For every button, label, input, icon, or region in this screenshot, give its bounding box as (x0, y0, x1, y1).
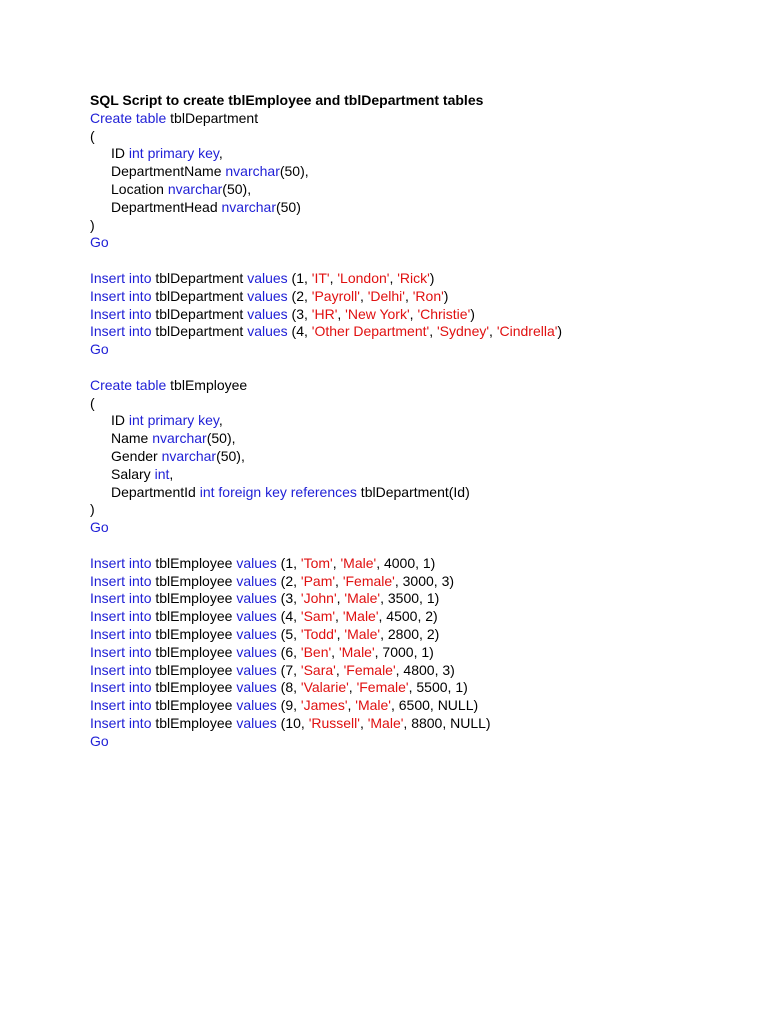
code-text: tblDepartment(Id) (356, 483, 470, 500)
sql-script-document (90, 92, 730, 750)
code-text: , (359, 287, 368, 304)
code-text: , 3500, 1) (380, 590, 440, 607)
code-text: ) (443, 287, 449, 304)
code-text: tblEmployee (151, 643, 237, 660)
code-line (90, 395, 730, 413)
code-text: DepartmentHead (111, 198, 222, 215)
code-text: , (331, 643, 339, 660)
code-text: DepartmentName (111, 163, 226, 180)
sql-keyword: int primary key (128, 145, 219, 162)
sql-keyword: nvarchar (167, 180, 223, 197)
code-text: (50), (216, 447, 245, 464)
code-text: , (337, 305, 346, 322)
sql-keyword: Insert into (90, 697, 152, 714)
code-text: (1, (287, 269, 312, 286)
sql-keyword: int foreign key references (199, 483, 357, 500)
code-text: , (389, 269, 398, 286)
sql-keyword: nvarchar (221, 198, 276, 215)
code-line (90, 145, 730, 163)
code-line (90, 608, 730, 626)
sql-keyword: nvarchar (152, 430, 207, 447)
code-text: (1, (276, 554, 301, 571)
string-literal: 'Sara' (300, 661, 336, 678)
sql-keyword: nvarchar (161, 447, 217, 464)
sql-keyword: values (236, 590, 277, 607)
string-literal: 'London' (337, 269, 390, 286)
string-literal: 'Tom' (300, 554, 333, 571)
string-literal: 'Delhi' (367, 287, 405, 304)
code-text: ) (470, 305, 475, 322)
code-text: ) (429, 269, 435, 286)
code-text: (4, (287, 323, 312, 340)
string-literal: 'Christie' (417, 305, 471, 322)
code-text: , (169, 465, 174, 482)
document-heading (90, 92, 730, 110)
code-line (90, 644, 730, 662)
sql-keyword: values (236, 625, 277, 642)
sql-keyword: Create table (90, 109, 167, 126)
string-literal: 'James' (300, 697, 348, 714)
code-line (90, 484, 730, 502)
string-literal: 'Female' (356, 679, 409, 696)
sql-keyword: values (236, 608, 277, 625)
sql-keyword: Go (90, 234, 109, 251)
sql-keyword: values (236, 643, 277, 660)
code-line (90, 412, 730, 430)
code-text: , (359, 714, 368, 731)
code-text: (6, (276, 643, 301, 660)
code-text: (50) (275, 198, 301, 215)
string-literal: 'Sam' (300, 608, 336, 625)
sql-keyword: Go (90, 519, 109, 536)
sql-keyword: Insert into (90, 679, 152, 696)
code-text: tblDepartment (166, 109, 259, 126)
code-line (90, 697, 730, 715)
code-line (90, 306, 730, 324)
code-line (90, 288, 730, 306)
string-literal: 'Sydney' (436, 323, 490, 340)
sql-keyword: Insert into (90, 554, 152, 571)
code-text: , 5500, 1) (408, 679, 468, 696)
code-line (90, 573, 730, 591)
code-line (90, 217, 730, 235)
code-text: tblEmployee (151, 661, 237, 678)
sql-keyword: nvarchar (225, 163, 280, 180)
code-text: (50), (222, 180, 252, 197)
code-text: , (489, 323, 497, 340)
code-text: (50), (279, 163, 309, 180)
code-line (90, 466, 730, 484)
code-text: ID (111, 412, 129, 429)
sql-keyword: values (247, 287, 288, 304)
sql-keyword: int primary key (128, 412, 219, 429)
code-text: , (404, 287, 413, 304)
sql-keyword: values (236, 697, 277, 714)
code-line (90, 501, 730, 519)
code-line (90, 163, 730, 181)
string-literal: 'Ron' (412, 287, 444, 304)
sql-keyword: Go (90, 341, 109, 358)
code-line (90, 323, 730, 341)
code-text: tblEmployee (151, 625, 237, 642)
code-text: Location (111, 180, 168, 197)
code-text: tblEmployee (151, 554, 237, 571)
code-text: , (335, 572, 343, 589)
code-text: tblEmployee (151, 572, 237, 589)
string-literal: 'Male' (355, 697, 391, 714)
string-literal: 'Russell' (308, 714, 360, 731)
sql-keyword: values (236, 572, 277, 589)
code-text: (5, (276, 625, 301, 642)
blank-line (90, 252, 730, 270)
sql-keyword: int (154, 465, 170, 482)
string-literal: 'Male' (367, 714, 404, 731)
code-text: ) (90, 501, 95, 518)
sql-keyword: Insert into (90, 287, 152, 304)
sql-keyword: Insert into (90, 323, 152, 340)
code-text: , 2800, 2) (380, 625, 440, 642)
code-text: , (347, 697, 356, 714)
code-text: tblDepartment (151, 287, 248, 304)
string-literal: 'HR' (311, 305, 338, 322)
code-text: (7, (276, 661, 301, 678)
code-text: (2, (287, 287, 312, 304)
code-line (90, 662, 730, 680)
code-text: (2, (276, 572, 301, 589)
string-literal: 'Pam' (300, 572, 336, 589)
code-text: , (335, 661, 344, 678)
sql-keyword: values (247, 305, 288, 322)
code-line (90, 430, 730, 448)
code-text: (3, (276, 590, 301, 607)
string-literal: 'Rick' (397, 269, 430, 286)
code-line (90, 679, 730, 697)
sql-keyword: Insert into (90, 305, 152, 322)
code-text: , (335, 608, 343, 625)
string-literal: 'Male' (344, 590, 381, 607)
sql-keyword: Insert into (90, 643, 152, 660)
blank-line (90, 537, 730, 555)
code-text: Name (111, 430, 153, 447)
code-text: Gender (111, 447, 162, 464)
sql-keyword: values (236, 661, 277, 678)
code-text: (8, (276, 679, 301, 696)
sql-keyword: Insert into (90, 625, 152, 642)
code-text: (4, (276, 608, 301, 625)
string-literal: 'Todd' (300, 625, 337, 642)
string-literal: 'John' (300, 590, 337, 607)
code-text: , (336, 625, 345, 642)
code-text: (50), (206, 430, 236, 447)
code-line (90, 733, 730, 751)
code-text: , (429, 323, 437, 340)
code-text: tblDepartment (151, 305, 248, 322)
code-text: DepartmentId (111, 483, 200, 500)
sql-keyword: values (236, 679, 277, 696)
string-literal: 'Payroll' (311, 287, 360, 304)
code-text: ) (557, 323, 563, 340)
code-text: (10, (276, 714, 309, 731)
code-text: tblEmployee (151, 590, 237, 607)
code-line (90, 234, 730, 252)
code-line (90, 110, 730, 128)
string-literal: 'Female' (342, 572, 395, 589)
sql-keyword: Insert into (90, 590, 152, 607)
code-text: ID (111, 145, 129, 162)
string-literal: 'New York' (345, 305, 410, 322)
code-line (90, 377, 730, 395)
code-text: tblEmployee (151, 714, 237, 731)
string-literal: 'Male' (344, 625, 381, 642)
sql-keyword: Insert into (90, 714, 152, 731)
string-literal: 'Valarie' (300, 679, 349, 696)
string-literal: 'Male' (338, 643, 375, 660)
code-text: , (348, 679, 357, 696)
code-text: (9, (276, 697, 301, 714)
string-literal: 'IT' (311, 269, 330, 286)
code-line (90, 715, 730, 733)
sql-keyword: values (236, 554, 277, 571)
code-text: , (218, 412, 223, 429)
sql-keyword: Insert into (90, 608, 152, 625)
sql-keyword: Go (90, 732, 109, 749)
code-line (90, 128, 730, 146)
string-literal: 'Male' (340, 554, 377, 571)
code-text: ) (90, 216, 95, 233)
string-literal: 'Other Department' (311, 323, 430, 340)
string-literal: 'Male' (342, 608, 379, 625)
code-text: , (409, 305, 418, 322)
code-text: , 6500, NULL) (390, 697, 479, 714)
code-text: (3, (287, 305, 312, 322)
string-literal: 'Female' (343, 661, 396, 678)
code-text: SQL Script to create tblEmployee and tblDepartment tables (90, 92, 484, 108)
sql-keyword: values (247, 269, 288, 286)
code-text: , (336, 590, 345, 607)
code-line (90, 448, 730, 466)
code-text: tblDepartment (151, 269, 248, 286)
sql-keyword: Insert into (90, 661, 152, 678)
code-text: tblEmployee (151, 679, 237, 696)
code-line (90, 199, 730, 217)
code-line (90, 626, 730, 644)
string-literal: 'Cindrella' (496, 323, 558, 340)
sql-keyword: values (236, 714, 277, 731)
code-text: ( (90, 394, 95, 411)
code-text: , (218, 145, 223, 162)
code-text: ( (90, 127, 95, 144)
code-text: , 7000, 1) (374, 643, 434, 660)
code-line (90, 270, 730, 288)
code-text: Salary (111, 465, 155, 482)
code-text: , 4800, 3) (395, 661, 455, 678)
code-text: , 3000, 3) (394, 572, 455, 589)
code-line (90, 519, 730, 537)
code-line (90, 341, 730, 359)
code-text: tblEmployee (151, 697, 237, 714)
code-text: tblEmployee (166, 376, 248, 393)
sql-keyword: Create table (90, 376, 167, 393)
code-line (90, 181, 730, 199)
code-line (90, 590, 730, 608)
code-line (90, 555, 730, 573)
sql-keyword: values (247, 323, 288, 340)
code-text: , 8800, NULL) (403, 714, 491, 731)
sql-keyword: Insert into (90, 269, 152, 286)
code-text: , 4500, 2) (378, 608, 438, 625)
sql-keyword: Insert into (90, 572, 152, 589)
code-text: tblDepartment (151, 323, 248, 340)
string-literal: 'Ben' (300, 643, 332, 660)
blank-line (90, 359, 730, 377)
code-text: , (332, 554, 341, 571)
code-text: , 4000, 1) (376, 554, 436, 571)
code-text: , (329, 269, 338, 286)
code-text: tblEmployee (151, 608, 237, 625)
